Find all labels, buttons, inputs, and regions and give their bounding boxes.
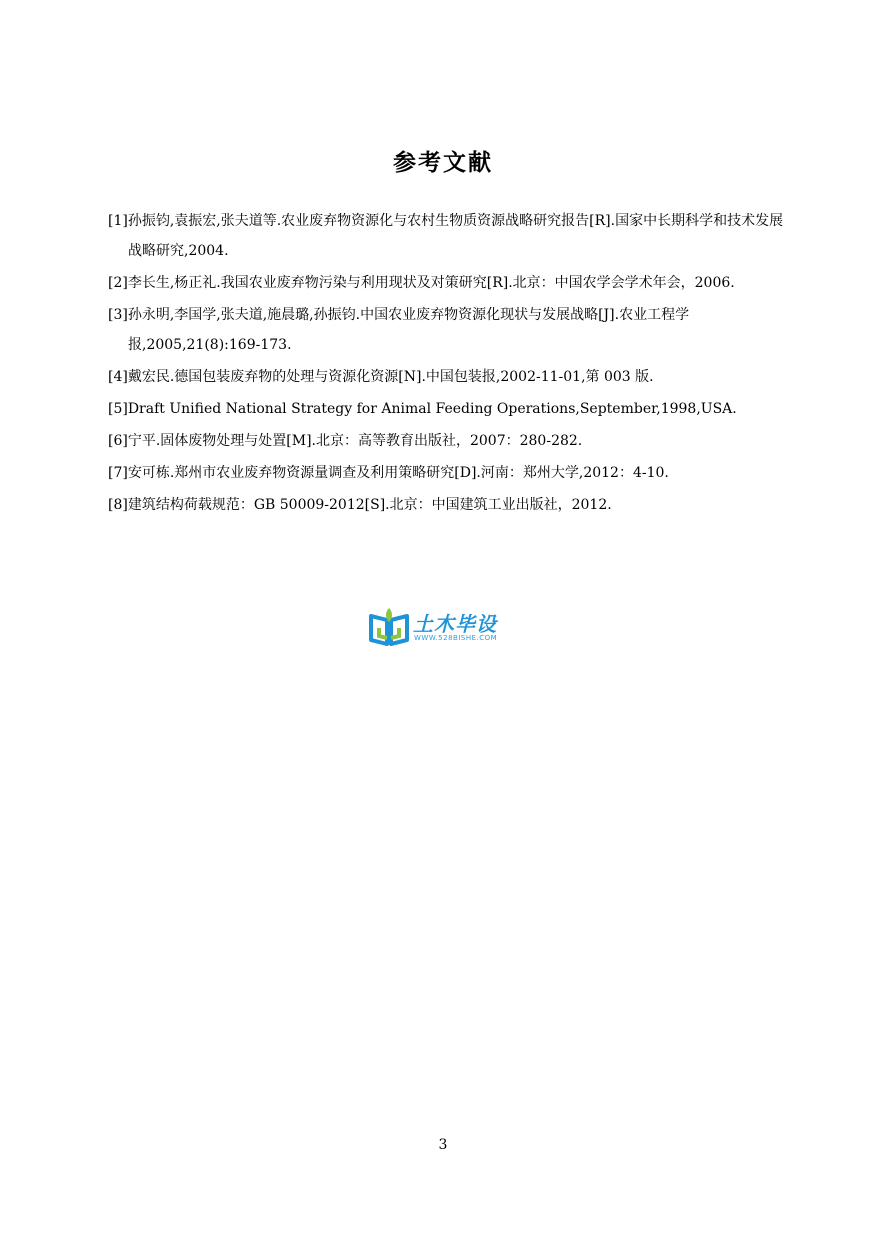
book-logo-icon bbox=[367, 606, 411, 646]
reference-item-3: [3]孙永明,李国学,张夫道,施晨璐,孙振钧.中国农业废弃物资源化现状与发展战略[J].农业工程学报,2005,21(8):169-173. bbox=[108, 307, 690, 353]
reference-list bbox=[108, 206, 788, 522]
reference-item-5: [5]Draft Unified National Strategy for Animal Feeding Operations,September,1998,USA. bbox=[108, 401, 737, 417]
watermark-logo bbox=[367, 606, 527, 646]
reference-item-4: [4]戴宏民.德国包装废弃物的处理与资源化资源[N].中国包装报,2002-11-01,第 003 版. bbox=[108, 369, 654, 385]
reference-item-8: [8]建筑结构荷载规范：GB 50009-2012[S].北京：中国建筑工业出版社，2012. bbox=[108, 497, 612, 513]
reference-item-7: [7]安可栋.郑州市农业废弃物资源量调查及利用策略研究[D].河南：郑州大学,2012：4-10. bbox=[108, 465, 669, 481]
watermark-brand: 土木毕设 bbox=[413, 612, 497, 636]
page-title: 参考文献 bbox=[393, 150, 493, 176]
reference-item-2: [2]李长生,杨正礼.我国农业废弃物污染与利用现状及对策研究[R].北京：中国农学会学术年会，2006. bbox=[108, 275, 735, 291]
reference-item-6: [6]宁平.固体废物处理与处置[M].北京：高等教育出版社，2007：280-282. bbox=[108, 433, 583, 449]
reference-item-1: [1]孙振钧,袁振宏,张夫道等.农业废弃物资源化与农村生物质资源战略研究报告[R].国家中长期科学和技术发展战略研究,2004. bbox=[108, 213, 784, 259]
watermark-url: WWW.528BISHE.COM bbox=[414, 634, 498, 642]
page-number: 3 bbox=[438, 1137, 448, 1153]
